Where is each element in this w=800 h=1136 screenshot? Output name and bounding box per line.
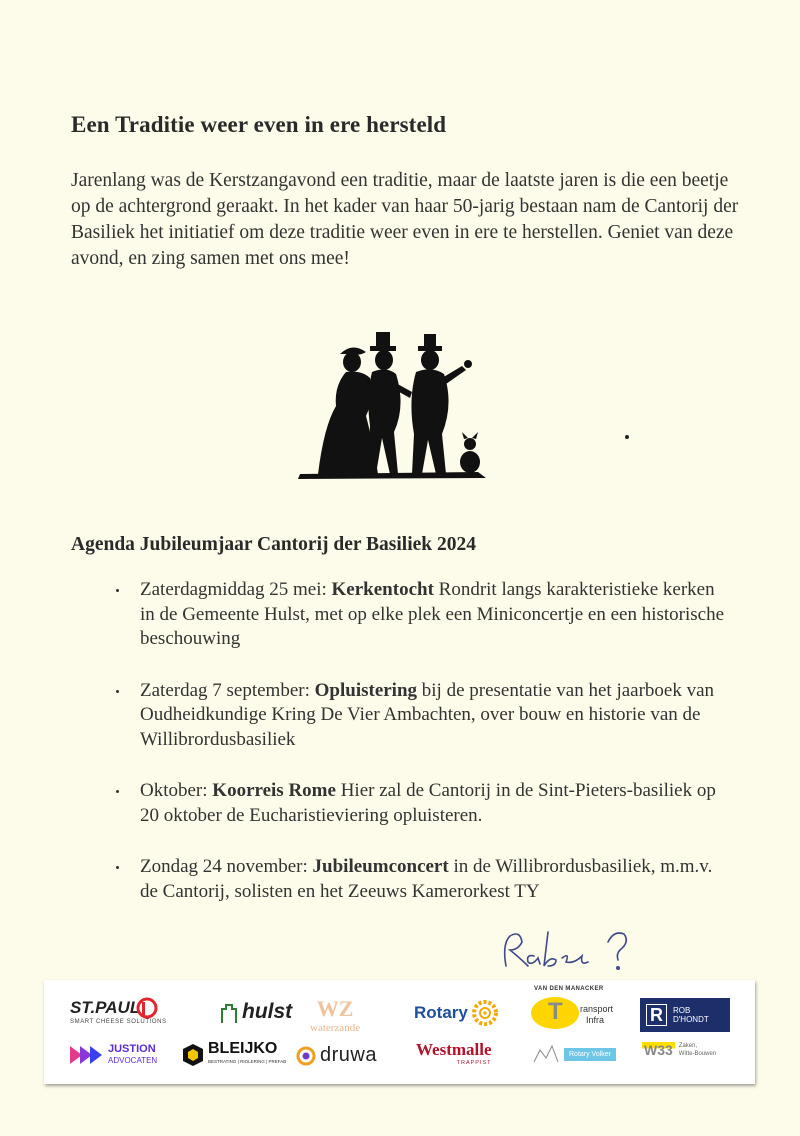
agenda-event: Opluistering	[314, 679, 418, 701]
sponsor-bleijko-logo	[182, 1042, 286, 1068]
sponsor-vdm-mark: T	[548, 998, 563, 1025]
list-item	[110, 855, 730, 904]
sponsor-w33-line1: Zaken,	[678, 1043, 698, 1049]
sponsor-vdm-line2: Infra	[586, 1015, 605, 1025]
agenda-date: Zaterdag 7 september:	[140, 679, 315, 701]
sponsor-waterzande-logo	[310, 996, 360, 1034]
agenda-date: Zaterdagmiddag 25 mei:	[140, 579, 332, 600]
sponsor-rotary-logo	[414, 1000, 498, 1026]
agenda-event: Kerkentocht	[331, 579, 434, 600]
sponsor-w33-mark: W33	[644, 1042, 673, 1058]
stpaul-p-icon	[136, 997, 158, 1019]
agenda-description: Rondrit langs karakteristieke kerken in de Gemeente Hulst, met op elke plek een Miniconcertje en een historische beschouwing	[140, 579, 725, 649]
sponsor-vdm-arc: VAN DEN MANACKER	[534, 986, 604, 992]
sponsor-stpaul-name: ST.PAUL	[70, 998, 141, 1017]
agenda-date: Zondag 24 november:	[140, 856, 313, 877]
sponsor-w33-line2: Witte-Bouwen	[678, 1051, 717, 1057]
sponsor-robdhondt-mark: R	[646, 1004, 667, 1026]
druwa-circle-icon	[296, 1046, 316, 1066]
sponsor-stpaul-tagline: SMART CHEESE SOLUTIONS	[70, 1019, 167, 1025]
sponsor-justion-name: JUSTION	[108, 1043, 156, 1055]
sponsor-w33-logo	[642, 1042, 716, 1058]
carolers-silhouette-icon	[296, 326, 496, 480]
sponsor-druwa-name: druwa	[320, 1044, 377, 1066]
hulst-tower-icon	[220, 1001, 238, 1023]
volker-figure-icon	[530, 1042, 560, 1066]
sponsor-panel	[44, 980, 755, 1084]
agenda-list	[110, 578, 730, 904]
agenda-event: Jubileumconcert	[312, 856, 449, 877]
sponsor-robdhondt-line1: ROB	[673, 1006, 691, 1015]
sponsor-robdhondt-logo	[640, 998, 730, 1032]
sponsor-bleijko-name: BLEIJKO	[208, 1040, 278, 1057]
agenda-date: Oktober:	[140, 780, 213, 801]
sponsor-westmalle-sub: TRAPPIST	[456, 1060, 492, 1066]
sponsor-robdhondt-line2: D'HONDT	[673, 1015, 709, 1024]
agenda-event: Koorreis Rome	[212, 780, 336, 801]
sponsor-hulst-logo	[220, 1000, 292, 1024]
sponsor-druwa-logo	[296, 1044, 377, 1067]
sponsor-hulst-name: hulst	[242, 1000, 293, 1023]
agenda-heading: Agenda Jubileumjaar Cantorij der Basiliek 2024	[71, 534, 477, 555]
justion-arrows-icon	[70, 1044, 104, 1066]
page-title: Een Traditie weer even in ere hersteld	[71, 112, 447, 137]
sponsor-bleijko-sub: BESTRATING | RIOLERING | PREFAB	[208, 1059, 287, 1064]
rotary-wheel-icon	[472, 1000, 498, 1026]
bleijko-cube-icon	[182, 1043, 204, 1067]
sponsor-rotaryvolker-logo	[530, 1042, 616, 1066]
sponsor-waterzande-name: waterzande	[310, 1022, 361, 1034]
list-item	[110, 679, 730, 753]
agenda-description: bij de presentatie van het jaarboek van Oudheidkundige Kring De Vier Ambachten, over bouw en historie van de Willibrordusbasiliek	[140, 679, 715, 750]
handwritten-signature	[496, 920, 666, 978]
agenda-description: Hier zal de Cantorij in de Sint-Pieters-basiliek op 20 oktober de Eucharistieviering opluisteren.	[140, 780, 716, 826]
sponsor-waterzande-mark: WZ	[316, 996, 354, 1021]
sponsor-vdm-line1: ransport	[580, 1004, 614, 1014]
agenda-description: in de Willibrordusbasiliek, m.m.v. de Cantorij, solisten en het Zeeuws Kamerorkest TY	[140, 856, 713, 902]
sponsor-justion-logo	[70, 1044, 157, 1066]
sponsor-westmalle-name: Westmalle	[416, 1040, 492, 1059]
list-item	[110, 578, 730, 652]
sponsor-justion-sub: ADVOCATEN	[108, 1056, 158, 1065]
sponsor-westmalle-logo	[416, 1040, 492, 1066]
ink-speck	[625, 435, 629, 439]
sponsor-rotary-name: Rotary	[414, 1003, 468, 1022]
sponsor-rotaryvolker-name: Rotary Volker	[564, 1048, 616, 1061]
intro-paragraph: Jarenlang was de Kerstzangavond een traditie, maar de laatste jaren is die een beetje op de achtergrond geraakt. In het kader van haar 50-jarig bestaan nam de Cantorij der Basiliek het initiatief om deze traditie weer even in ere te herstellen. Geniet van deze avond, en zing samen met ons mee!	[71, 170, 739, 269]
sponsor-vandenmanacker-logo	[530, 986, 618, 1034]
list-item	[110, 779, 730, 828]
